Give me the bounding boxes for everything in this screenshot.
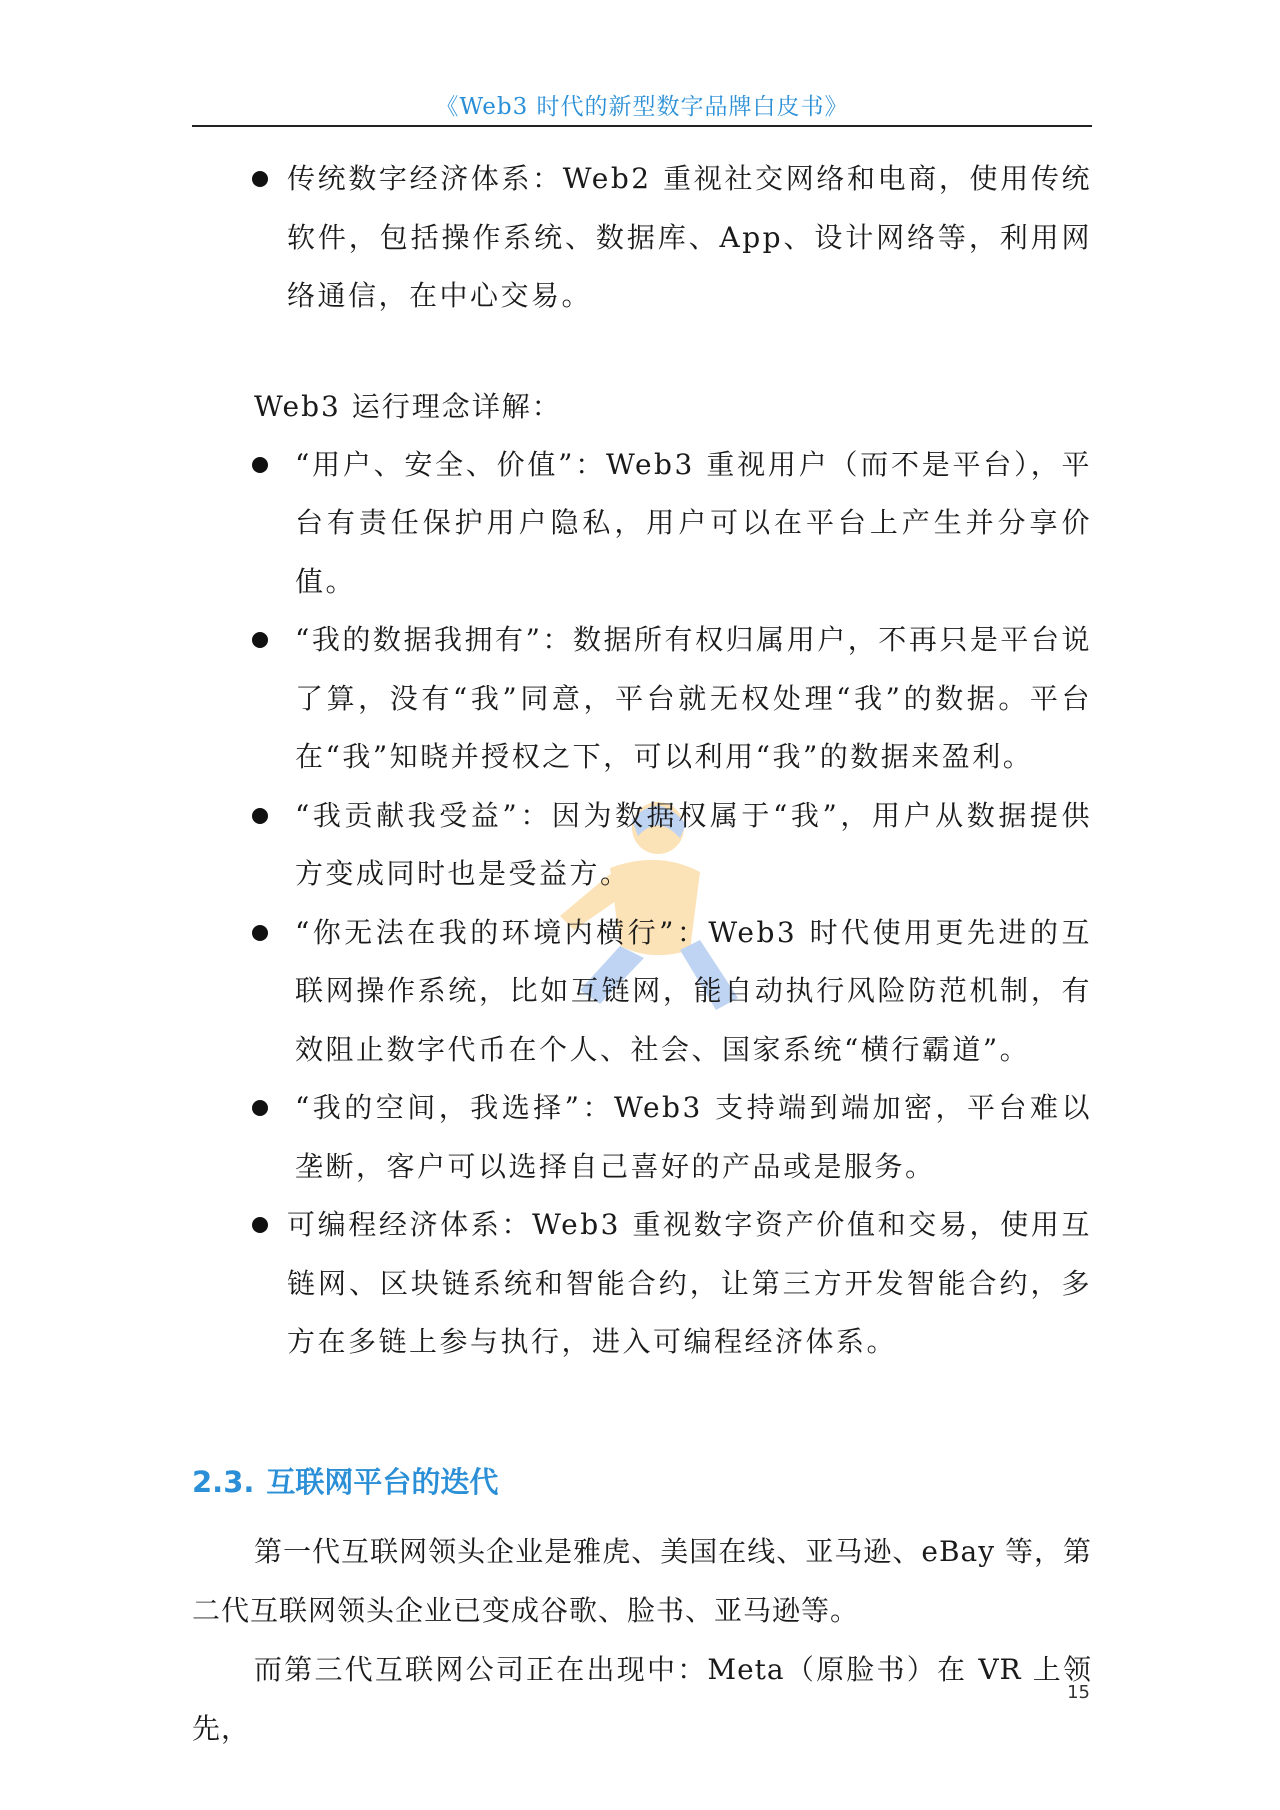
bullet-dot-icon bbox=[252, 632, 268, 648]
bullet-dot-icon bbox=[252, 1217, 268, 1233]
list-item-text: “你无法在我的环境内横行”：Web3 时代使用更先进的互联网操作系统，比如互链网，能自动执行风险防范机制，有效阻止数字代币在个人、社会、国家系统“横行霸道”。 bbox=[295, 915, 1092, 1066]
list-item-text: “我贡献我受益”：因为数据权属于“我”，用户从数据提供方变成同时也是受益方。 bbox=[295, 798, 1092, 890]
bullet-dot-icon bbox=[252, 808, 268, 824]
list-item-text: 传统数字经济体系：Web2 重视社交网络和电商，使用传统软件，包括操作系统、数据库、App、设计网络等，利用网络通信，在中心交易。 bbox=[287, 162, 1092, 312]
list-item-text: “用户、安全、价值”：Web3 重视用户（而不是平台），平台有责任保护用户隐私，用户可以在平台上产生并分享价值。 bbox=[295, 447, 1092, 598]
bullet-dot-icon bbox=[252, 171, 268, 187]
section-number: 2.3. bbox=[192, 1464, 255, 1499]
page-content bbox=[192, 150, 1092, 1758]
list-item bbox=[192, 611, 1092, 787]
section-heading bbox=[192, 1460, 1092, 1504]
section-title: 互联网平台的迭代 bbox=[266, 1464, 499, 1499]
list-item-text: “我的数据我拥有”：数据所有权归属用户，不再只是平台说了算，没有“我”同意，平台就无权处理“我”的数据。平台在“我”知晓并授权之下，可以利用“我”的数据来盈利。 bbox=[295, 623, 1092, 773]
list-item bbox=[192, 436, 1092, 612]
list-item bbox=[192, 1079, 1092, 1196]
page-number: 15 bbox=[1067, 1682, 1090, 1703]
list-item bbox=[192, 150, 1092, 326]
bullet-dot-icon bbox=[252, 457, 268, 473]
list-item bbox=[192, 904, 1092, 1080]
bullet-dot-icon bbox=[252, 925, 268, 941]
body-paragraph: 第一代互联网领头企业是雅虎、美国在线、亚马逊、eBay 等，第二代互联网领头企业已变成谷歌、脸书、亚马逊等。 bbox=[192, 1534, 1092, 1627]
list-item bbox=[192, 1196, 1092, 1372]
header-rule bbox=[192, 125, 1092, 127]
list-item bbox=[192, 787, 1092, 904]
list-item-text: “我的空间，我选择”：Web3 支持端到端加密，平台难以垄断，客户可以选择自己喜好的产品或是服务。 bbox=[295, 1091, 1092, 1183]
bullet-dot-icon bbox=[252, 1100, 268, 1116]
running-header: 《Web3 时代的新型数字品牌白皮书》 bbox=[435, 94, 849, 120]
intro-paragraph: Web3 运行理念详解： bbox=[254, 389, 562, 423]
list-item-text: 可编程经济体系：Web3 重视数字资产价值和交易，使用互链网、区块链系统和智能合约，让第三方开发智能合约，多方在多链上参与执行，进入可编程经济体系。 bbox=[287, 1208, 1092, 1358]
body-paragraph: 而第三代互联网公司正在出现中：Meta（原脸书）在 VR 上领先， bbox=[192, 1652, 1092, 1745]
